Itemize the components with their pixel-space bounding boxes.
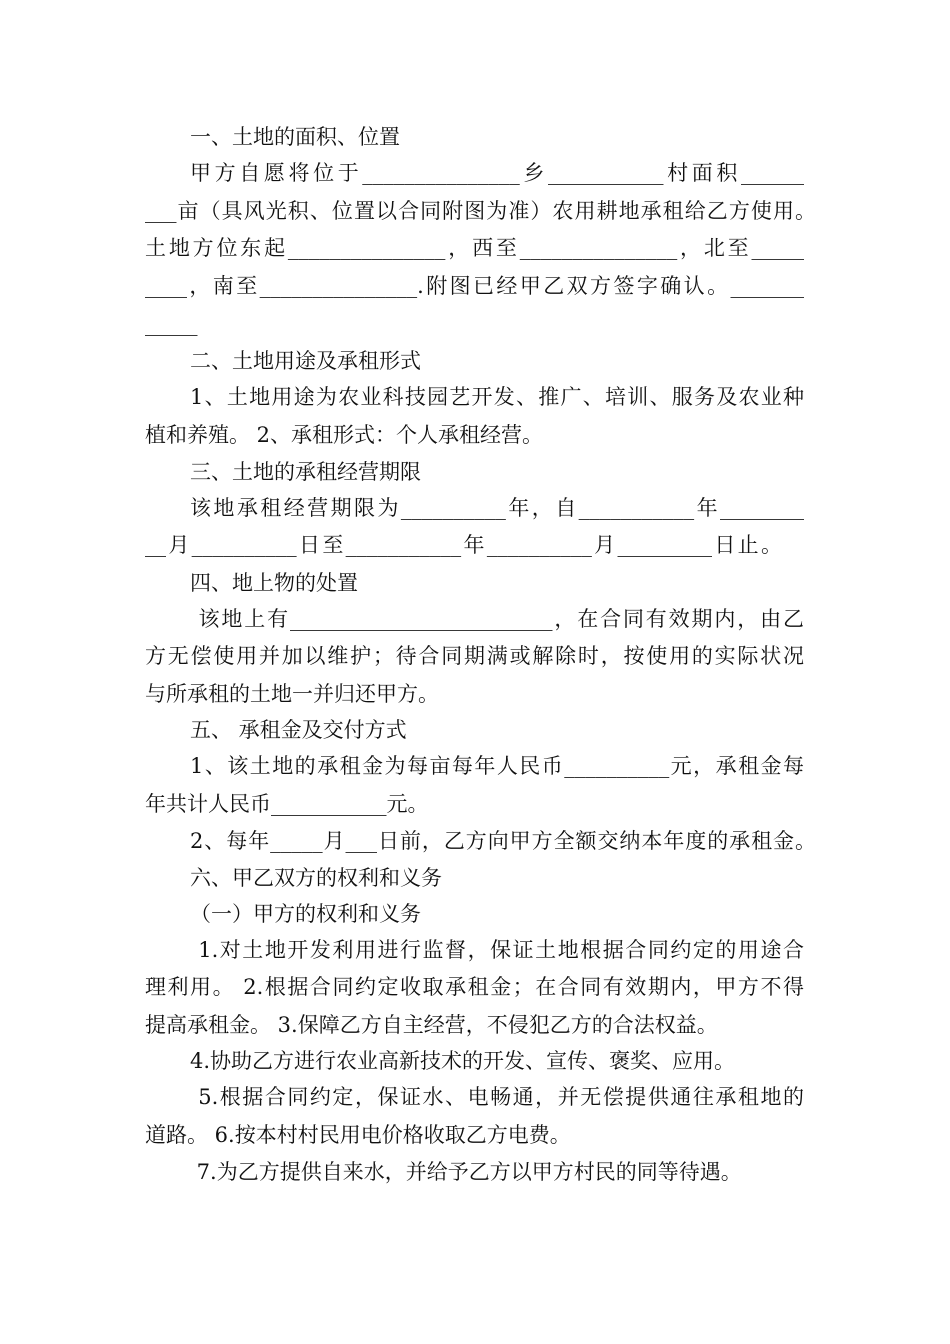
- section-heading-rent: 五、 承租金及交付方式: [190, 718, 407, 742]
- body-line: 与所承租的土地一并归还甲方。: [145, 682, 439, 706]
- body-line: 4.协助乙方进行农业高新技术的开发、宣传、褒奖、应用。: [190, 1049, 736, 1073]
- body-line: 方无偿使用并加以维护；待合同期满或解除时，按使用的实际状况: [145, 644, 804, 668]
- section-heading-rights: 六、甲乙双方的权利和义务: [190, 866, 442, 890]
- subsection-heading-party-a: （一）甲方的权利和义务: [190, 902, 421, 926]
- body-line: 该地承租经营期限为__________年，自___________年________: [190, 496, 804, 520]
- section-heading-usage: 二、土地用途及承租形式: [190, 349, 421, 373]
- body-line: 1.对土地开发利用进行监督，保证土地根据合同约定的用途合: [190, 938, 804, 962]
- body-line: 提高承租金。 3.保障乙方自主经营，不侵犯乙方的合法权益。: [145, 1013, 718, 1037]
- body-line: 土地方位东起_______________，西至_______________，北至_____: [145, 236, 804, 260]
- section-heading-attachments: 四、地上物的处置: [190, 571, 358, 595]
- body-line: __月__________日至___________年__________月_________日止。: [145, 533, 782, 557]
- section-heading-term: 三、土地的承租经营期限: [190, 460, 421, 484]
- body-line: _____: [145, 312, 198, 336]
- body-line: ___亩（具风光积、位置以合同附图为准）农用耕地承租给乙方使用。: [145, 199, 816, 223]
- body-line: 年共计人民币___________元。: [145, 792, 429, 816]
- body-line: 5.根据合同约定，保证水、电畅通，并无偿提供通往承租地的: [190, 1085, 804, 1109]
- body-line: 理利用。 2.根据合同约定收取承租金；在合同有效期内，甲方不得: [145, 975, 804, 999]
- body-line: 植和养殖。 2、承租形式：个人承租经营。: [145, 423, 544, 447]
- body-line: 1、土地用途为农业科技园艺开发、推广、培训、服务及农业种: [190, 385, 804, 409]
- body-line: 1、该土地的承租金为每亩每年人民币__________元，承租金每: [190, 754, 804, 778]
- section-heading-area-location: 一、土地的面积、位置: [190, 125, 400, 149]
- body-line: 2、每年_____月___日前，乙方向甲方全额交纳本年度的承租金。: [190, 829, 816, 853]
- body-line: 甲方自愿将位于_______________乡___________村面积______: [190, 161, 804, 185]
- body-line: 道路。 6.按本村村民用电价格收取乙方电费。: [145, 1123, 571, 1147]
- body-line: 该地上有_________________________，在合同有效期内，由乙: [190, 607, 804, 631]
- body-line: ____，南至_______________.附图已经甲乙双方签字确认。_______: [145, 274, 804, 298]
- body-line: 7.为乙方提供自来水，并给予乙方以甲方村民的同等待遇。: [190, 1160, 742, 1184]
